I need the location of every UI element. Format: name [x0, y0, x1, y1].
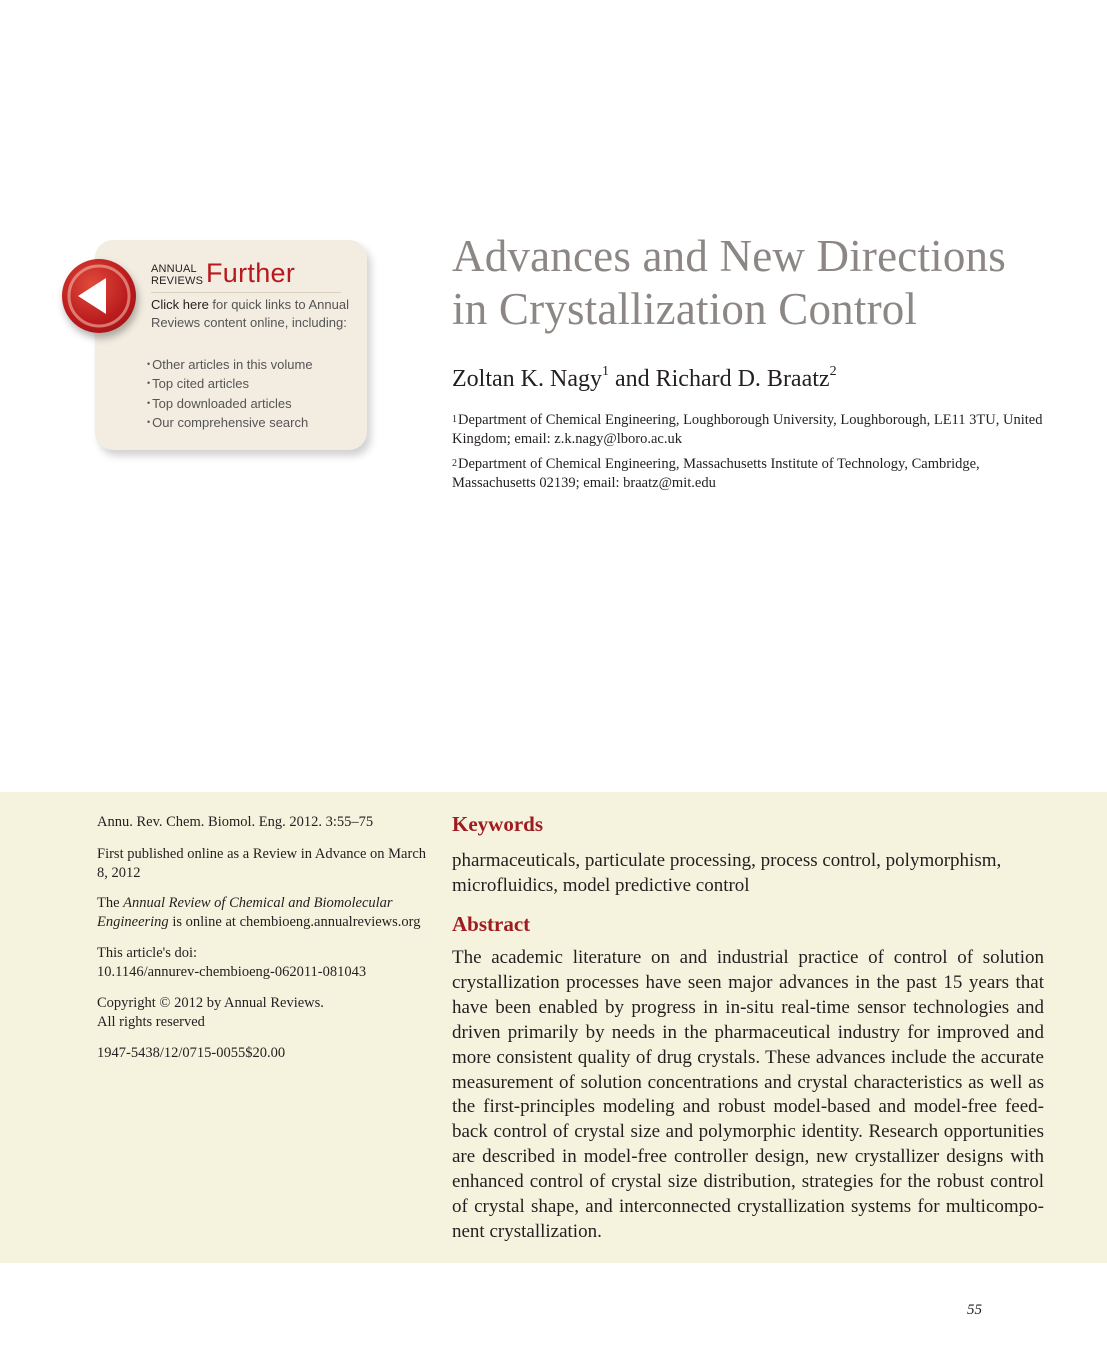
doi-link[interactable]: 10.1146/annurev-chembioeng-062011-081043 [97, 963, 367, 980]
copyright-block: Copyright © 2012 by Annual Reviews. All rights reserved [97, 995, 324, 1030]
first-published: First published online as a Review in Advance on March 8, 2012 [97, 846, 427, 881]
further-link-search[interactable]: • Our comprehensive search [147, 414, 313, 433]
abstract-heading: Abstract [452, 912, 531, 936]
keywords-heading: Keywords [452, 812, 543, 836]
further-link-top-downloaded[interactable]: • Top downloaded articles [147, 395, 313, 414]
page-number: 55 [967, 1302, 982, 1318]
article-title: Advances and New Directions in Crystallization Control [452, 231, 1006, 334]
author-list: Zoltan K. Nagy$^1$ and Richard D. Braatz$^2$ [452, 364, 837, 392]
back-arrow-icon[interactable] [62, 259, 136, 333]
further-header[interactable] [151, 258, 341, 293]
journal-online: The Annual Review of Chemical and Biomolecular Engineering is online at chembioeng.annualreviews.org [97, 895, 421, 930]
further-links [147, 356, 313, 433]
affiliation-2: $^2$Department of Chemical Engineering, Massachusetts Institute of Technology, Cambridge, Massachusetts 02139; email: braatz@mit.edu [452, 456, 980, 491]
click-here-link[interactable]: Click here [151, 297, 209, 312]
further-link-other-articles[interactable]: • Other articles in this volume [147, 356, 313, 375]
doi-block: This article's doi: 10.1146/annurev-chembioeng-062011-081043 [97, 945, 367, 980]
further-link-top-cited[interactable]: • Top cited articles [147, 375, 313, 394]
affiliation-1: $^1$Department of Chemical Engineering, Loughborough University, Loughborough, LE11 3TU, United Kingdom; email: z.k.nagy@lboro.ac.uk [452, 412, 1043, 447]
further-description: Click here for quick links to Annual Reviews content online, including: [151, 297, 349, 330]
abstract-text: The academic literature on and industrial practice of control of solution crystallization processes have seen major advances in the past 15 years that have been enabled by progress in in-situ real-time sensor technologies and driven primarily by needs in the pharmaceutical industry for improved and more consistent quality of drug crystals. These advances include the accurate measurement of solution concentrations and crystal characteristics as well as the first-principles modeling and robust model-based and model-free feed-back control of crystal size and polymorphic identity. Research opportunities are described in model-free controller design, new crystallizer designs with enhanced control of crystal size distribution, strategies for the robust control of crystal shape, and interconnected crystallization systems for multicompo-nent crystallization. [452, 947, 1044, 1242]
further-label: Further [206, 258, 296, 288]
keywords-text: pharmaceuticals, particulate processing, process control, polymorphism, microfluidics, model predictive control [452, 850, 1002, 896]
annual-reviews-logo: ANNUAL REVIEWS [151, 263, 204, 287]
issn: 1947-5438/12/0715-0055$20.00 [97, 1045, 286, 1061]
citation: Annu. Rev. Chem. Biomol. Eng. 2012. 3:55–75 [97, 814, 374, 830]
